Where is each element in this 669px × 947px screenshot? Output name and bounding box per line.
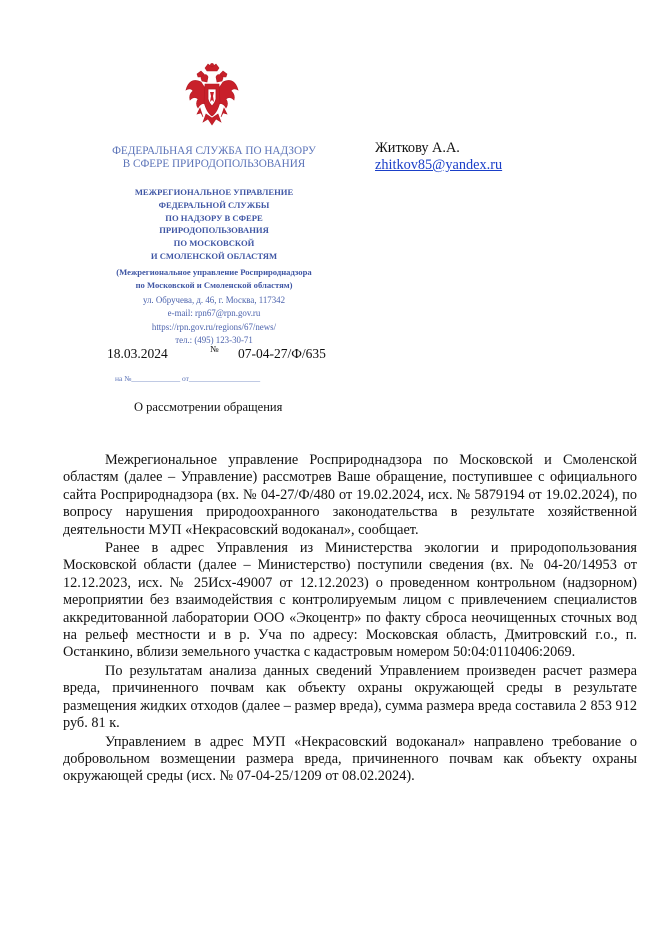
document-number: 07-04-27/Ф/635 bbox=[238, 346, 326, 361]
reference-line: на №_____________ от___________________ bbox=[115, 374, 261, 383]
body-paragraph: Управлением в адрес МУП «Некрасовский водоканал» направлено требование о добровольном возмещении размера вреда, причиненного почвам как объекту охраны окружающей среды (исх. № 07-04-25/1209 от 08.02.2024). bbox=[63, 733, 637, 785]
recipient-name: Житкову А.А. bbox=[375, 140, 460, 156]
sub-agency-line: И СМОЛЕНСКОЙ ОБЛАСТЯМ bbox=[150, 250, 278, 261]
document-date: 18.03.2024 bbox=[107, 346, 168, 361]
russian-coat-of-arms-icon bbox=[183, 62, 241, 130]
agency-email: e-mail: rpn67@rpn.gov.ru bbox=[167, 308, 261, 319]
agency-name-line: В СФЕРЕ ПРИРОДОПОЛЬЗОВАНИЯ bbox=[122, 157, 306, 170]
sub-agency-line: ПО НАДЗОРУ В СФЕРЕ bbox=[165, 212, 263, 223]
sub-agency-line: МЕЖРЕГИОНАЛЬНОЕ УПРАВЛЕНИЕ bbox=[134, 187, 294, 197]
sub-agency-short-line: по Московской и Смоленской областям) bbox=[135, 279, 293, 290]
agency-contacts bbox=[100, 294, 328, 347]
recipient-email-link[interactable]: zhitkov85@yandex.ru bbox=[375, 157, 503, 173]
agency-phone: тел.: (495) 123-30-71 bbox=[175, 334, 253, 345]
body-paragraph: Межрегиональное управление Росприроднадзора по Московской и Смоленской областям (далее – Управление) рассмотрев Ваше обращение, поступившее с официального сайта Росприроднадзора (вх. № 04-27/Ф/480 от 19.02.2024, исх. № 5879194 от 19.02.2024), по вопросу нарушения природоохранного законодательства в результате хозяйственной деятельности МУП «Некрасовский водоканал», сообщает. bbox=[63, 452, 637, 538]
letter-body bbox=[63, 452, 637, 787]
sub-agency-name bbox=[100, 186, 328, 263]
agency-name-line: ФЕДЕРАЛЬНАЯ СЛУЖБА ПО НАДЗОРУ bbox=[112, 145, 316, 157]
agency-website: https://rpn.gov.ru/regions/67/news/ bbox=[151, 321, 277, 332]
body-paragraph: Ранее в адрес Управления из Министерства экологии и природопользования Московской области (далее – Министерство) поступили сведения (вх. № 04-20/14953 от 12.12.2023, исх. № 25Исх-49007 от 12.12.2023) о проведенном контрольном (надзорном) мероприятии без взаимодействия с контролируемым лицом с привлечением специалистов аккредитованной лаборатории ООО «Экоцентр» по факту сброса неочищенных сточных вод на рельеф местности и в р. Уча по адресу: Московская область, Дмитровский г.о., п. Останкино, вблизи земельного участка с кадастровым номером 50:04:0110406:2069. bbox=[63, 540, 637, 661]
agency-name bbox=[100, 145, 328, 170]
sub-agency-short-name bbox=[100, 266, 328, 292]
recipient-block bbox=[375, 140, 502, 174]
sub-agency-line: ФЕДЕРАЛЬНОЙ СЛУЖБЫ bbox=[158, 199, 270, 210]
sub-agency-short-line: (Межрегиональное управление Росприроднадзора bbox=[116, 267, 312, 277]
body-paragraph: По результатам анализа данных сведений Управлением произведен расчет размера вреда, причиненного почвам как объекту охраны окружающей среды в результате размещения жидких отходов (далее – размер вреда), сумма размера вреда составила 2 853 912 руб. 81 к. bbox=[63, 662, 637, 732]
number-label: № bbox=[210, 344, 219, 354]
sub-agency-line: ПО МОСКОВСКОЙ bbox=[173, 238, 255, 249]
document-subject: О рассмотрении обращения bbox=[134, 400, 283, 414]
sub-agency-line: ПРИРОДОПОЛЬЗОВАНИЯ bbox=[159, 225, 269, 236]
agency-address: ул. Обручева, д. 46, г. Москва, 117342 bbox=[142, 295, 286, 305]
